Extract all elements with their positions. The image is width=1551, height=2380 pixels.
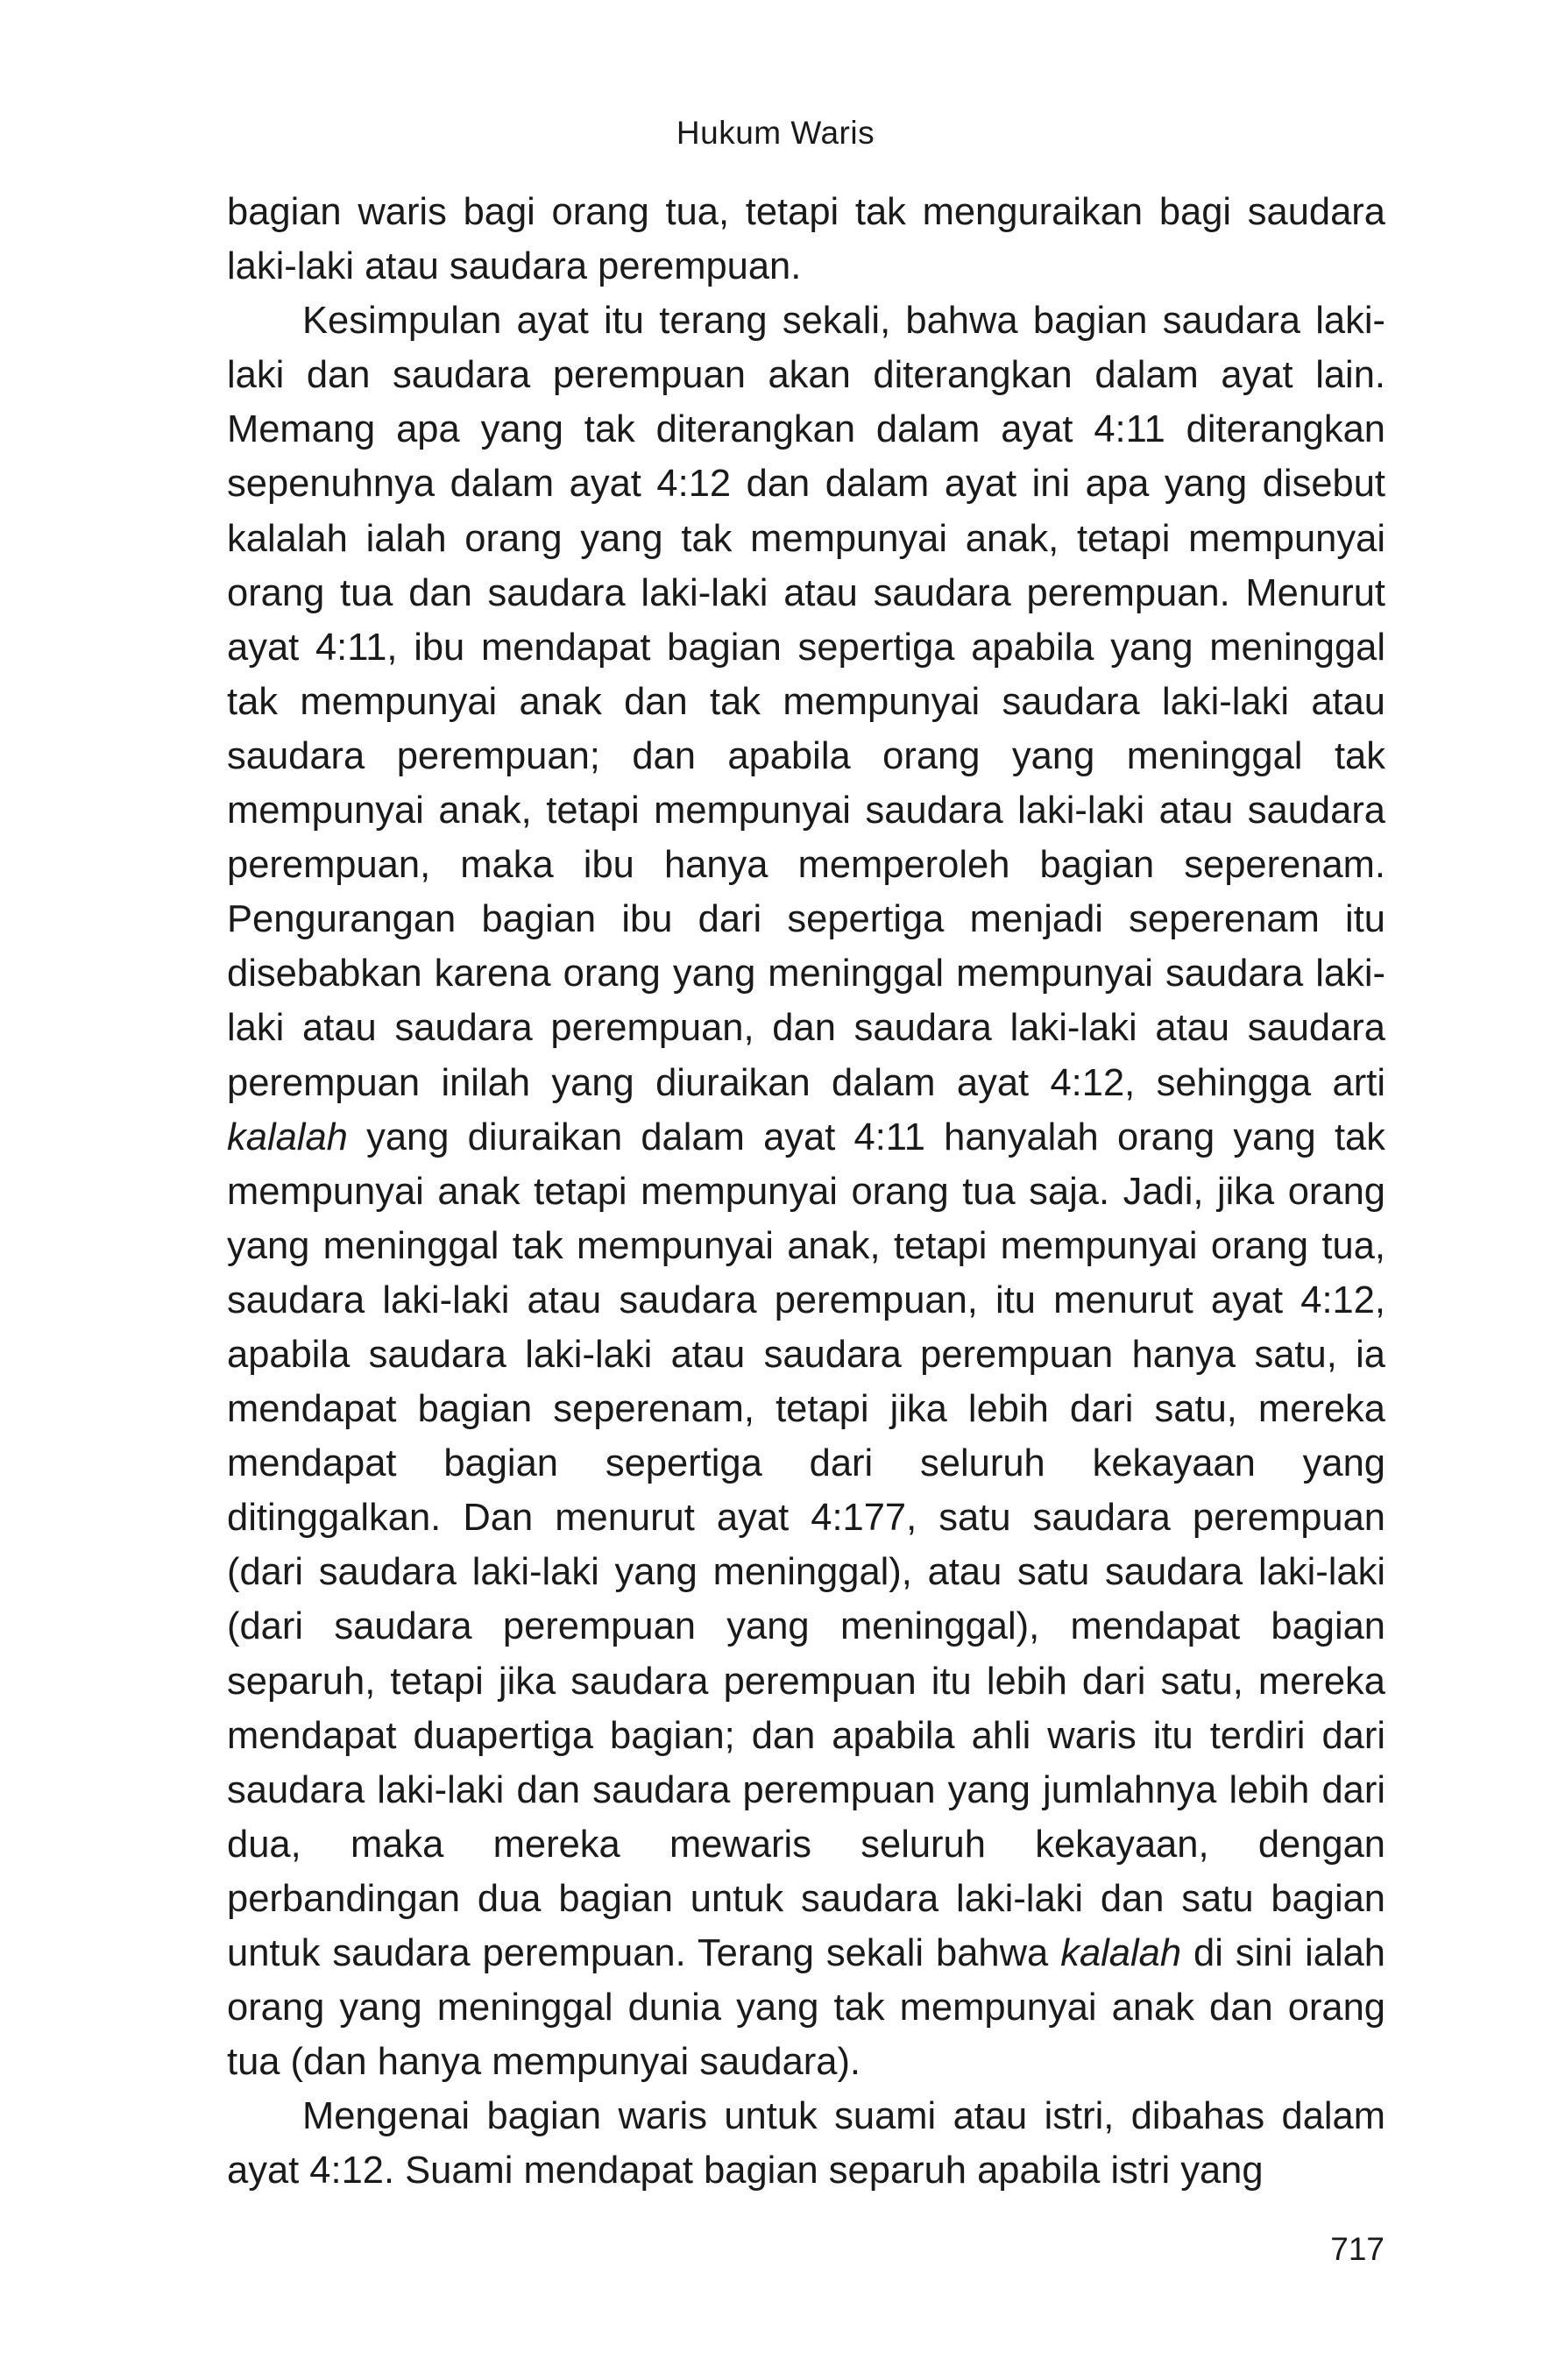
paragraph [227,2089,1385,2198]
text-run: di sini ialah orang yang meninggal dunia yang tak mempunyai anak dan orang tua (dan hanya mempunyai saudara). [227,1932,1386,2084]
body-text [227,185,1385,2198]
page-number: 717 [1330,2231,1385,2267]
text-run: Mengenai bagian waris untuk suami atau istri, dibahas dalam ayat 4:12. Suami mendapat bagian separuh apabila istri yang [227,2095,1385,2192]
text-run: yang diuraikan dalam ayat 4:11 hanyalah orang yang tak mempunyai anak tetapi mempunyai orang tua saja. Jadi, jika orang yang meninggal tak mempunyai anak, tetapi mempunyai orang tua, saudara laki-laki atau saudara perempuan, itu menurut ayat 4:12, apabila saudara laki-laki atau saudara perempuan hanya satu, ia mendapat bagian seperenam, tetapi jika lebih dari satu, mereka mendapat bagian sepertiga dari seluruh kekayaan yang ditinggalkan. Dan menurut ayat 4:177, satu saudara perempuan (dari saudara laki-laki yang meninggal), atau satu saudara laki-laki (dari saudara perempuan yang meninggal), mendapat bagian separuh, tetapi jika saudara perempuan itu lebih dari satu, mereka mendapat duapertiga bagian; dan apabila ahli waris itu terdiri dari saudara laki-laki dan saudara perempuan yang jumlahnya lebih dari dua, maka mereka mewaris seluruh kekayaan, dengan perbandingan dua bagian untuk saudara laki-laki dan satu bagian untuk saudara perempuan. Terang sekali bahwa [227,1116,1385,1974]
paragraph [227,294,1385,2089]
text-run: bagian waris bagi orang tua, tetapi tak menguraikan bagi saudara laki-laki atau saudara perempuan. [227,191,1385,288]
running-header: Hukum Waris [676,115,875,151]
text-run: Kesimpulan ayat itu terang sekali, bahwa bagian saudara laki-laki dan saudara perempuan akan diterangkan dalam ayat lain. Memang apa yang tak diterangkan dalam ayat 4:11 diterangkan sepenuhnya dalam ayat 4:12 dan dalam ayat ini apa yang disebut kalalah ialah orang yang tak mempunyai anak, tetapi mempunyai orang tua dan saudara laki-laki atau saudara perempuan. Menurut ayat 4:11, ibu mendapat bagian sepertiga apabila yang meninggal tak mempunyai anak dan tak mempunyai saudara laki-laki atau saudara perempuan; dan apabila orang yang meninggal tak mempunyai anak, tetapi mempunyai saudara laki-laki atau saudara perempuan, maka ibu hanya memperoleh bagian seperenam. Pengurangan bagian ibu dari sepertiga menjadi seperenam itu disebabkan karena orang yang meninggal mempunyai saudara laki-laki atau saudara perempuan, dan saudara laki-laki atau saudara perempuan inilah yang diuraikan dalam ayat 4:12, sehingga arti [227,300,1385,1104]
paragraph [227,185,1385,294]
italic-term: kalalah [227,1116,348,1158]
italic-term: kalalah [1060,1932,1182,1974]
